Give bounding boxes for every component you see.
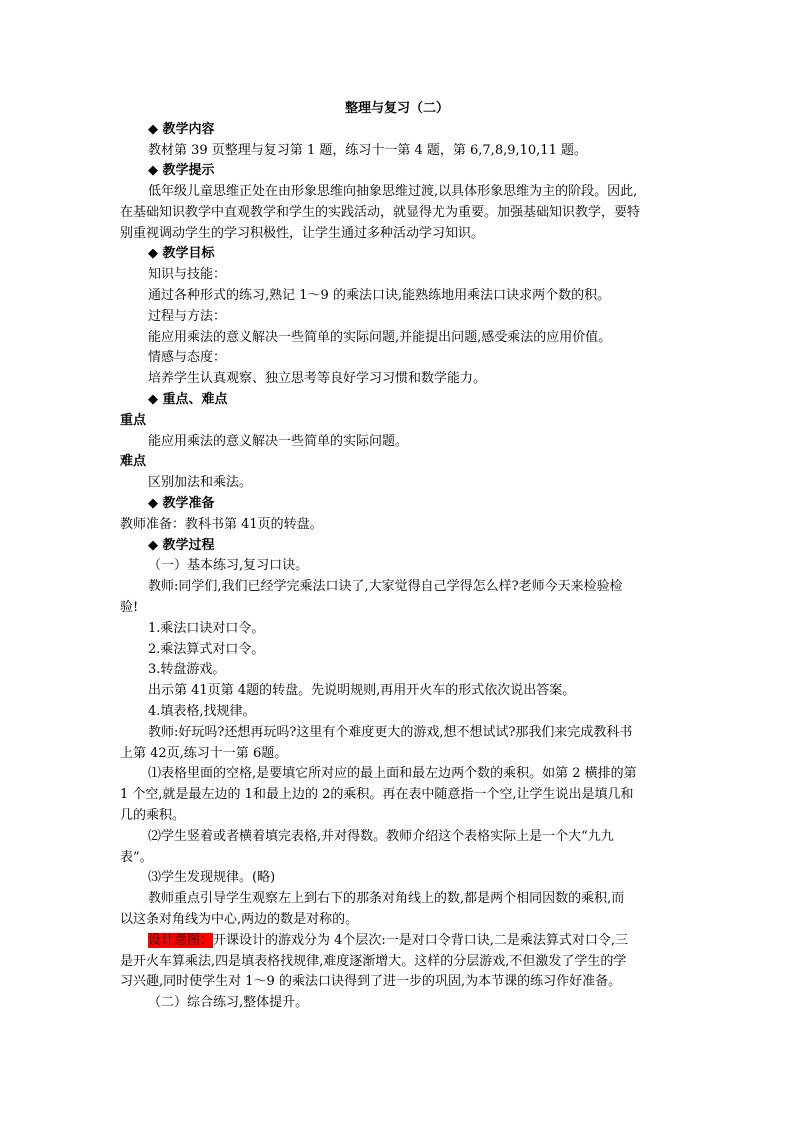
paragraph-line: 培养学生认真观察、独立思考等良好学习习惯和数学能力。 [148,371,487,386]
paragraph-line: 是开火车算乘法,四是填表格找规律,难度逐渐增大。这样的分层游戏,不但激发了学生的学 [120,954,627,969]
subheading-emotion: 情感与态度： [148,350,227,365]
paragraph-line: 低年级儿童思维正处在由形象思维向抽象思维过渡,以具体形象思维为主的阶段。因此, [148,184,638,199]
paragraph-line: ⑵学生竖着或者横着填完表格,并对得数。教师介绍这个表格实际上是一个大“九九 [148,829,614,844]
paragraph-line: 出示第 41页第 4题的转盘。先说明规则,再用开火车的形式依次说出答案。 [148,683,576,698]
paragraph-line: 1 个空,就是最左边的 1和最上边的 2的乘积。再在表中随意指一个空,让学生说出是填几和 [120,787,634,802]
paragraph-line: ⑴表格里面的空格,是要填它所对应的最上面和最左边两个数的乘积。如第 2 横排的第 [148,766,637,781]
paragraph-line: 别重视调动学生的学习积极性，让学生通过多种活动学习知识。 [120,226,485,241]
paragraph-line: 教材第 39 页整理与复习第 1 题，练习十一第 4 题，第 6,7,8,9,10,11 题。 [148,143,587,158]
paragraph-line: 验! [120,600,139,615]
section-heading-goals: ◆ 教学目标 [148,246,215,261]
list-item: 1.乘法口诀对口令。 [148,621,265,636]
section-heading-key-points: ◆ 重点、难点 [148,392,228,407]
subsection-heading: （一）基本练习,复习口诀。 [148,558,309,573]
design-intent-label: 设计意图： [148,933,214,948]
paragraph-line: 习兴趣,同时使学生对 1～9 的乘法口诀得到了进一步的巩固,为本节课的练习作好准备。 [120,974,622,989]
section-heading-content: ◆ 教学内容 [148,122,215,137]
paragraph-line: 上第 42页,练习十一第 6题。 [120,746,288,761]
list-item: 2.乘法算式对口令。 [148,642,265,657]
list-item: 4.填表格,找规律。 [148,704,256,719]
paragraph-line: 以这条对角线为中心,两边的数是对称的。 [120,912,359,927]
paragraph-line: 通过各种形式的练习,熟记 1～9 的乘法口诀,能熟练地用乘法口诀求两个数的积。 [148,288,611,303]
design-intent-text: 开课设计的游戏分为 4个层次:一是对口令背口诀,二是乘法算式对口令,三 [213,933,629,948]
subsection-heading: （二）综合练习,整体提升。 [148,995,309,1010]
section-heading-preparation: ◆ 教学准备 [148,496,215,511]
paragraph-line: 区别加法和乘法。 [148,475,253,490]
design-intent-line [148,930,708,951]
paragraph-line: 表”。 [120,850,153,865]
paragraph-line: 教师重点引导学生观察左上到右下的那条对角线上的数,都是两个相同因数的乘积,而 [148,891,625,906]
paragraph-line: 能应用乘法的意义解决一些简单的实际问题,并能提出问题,感受乘法的应用价值。 [148,330,612,345]
subheading-knowledge: 知识与技能： [148,267,227,282]
label-difficulty: 难点 [120,454,147,469]
paragraph-line: 教师:同学们,我们已经学完乘法口诀了,大家觉得自己学得怎么样?老师今天来检验检 [148,579,623,594]
label-key-point: 重点 [120,413,147,428]
section-heading-process: ◆ 教学过程 [148,538,215,553]
section-heading-tips: ◆ 教学提示 [148,163,215,178]
paragraph-line: 能应用乘法的意义解决一些简单的实际问题。 [148,434,409,449]
subheading-process: 过程与方法： [148,309,227,324]
list-item: 3.转盘游戏。 [148,662,226,677]
paragraph-line: 教师准备：教科书第 41页的转盘。 [120,517,323,532]
paragraph-line: ⑶学生发现规律。(略) [148,870,276,885]
page-title: 整理与复习（二） [344,101,449,116]
paragraph-line: 在基础知识教学中直观教学和学生的实践活动，就显得尤为重要。加强基础知识教学，要特 [120,205,641,220]
paragraph-line: 教师:好玩吗?还想再玩吗?这里有个难度更大的游戏,想不想试试?那我们来完成教科书 [148,725,633,740]
paragraph-line: 几的乘积。 [120,808,186,823]
